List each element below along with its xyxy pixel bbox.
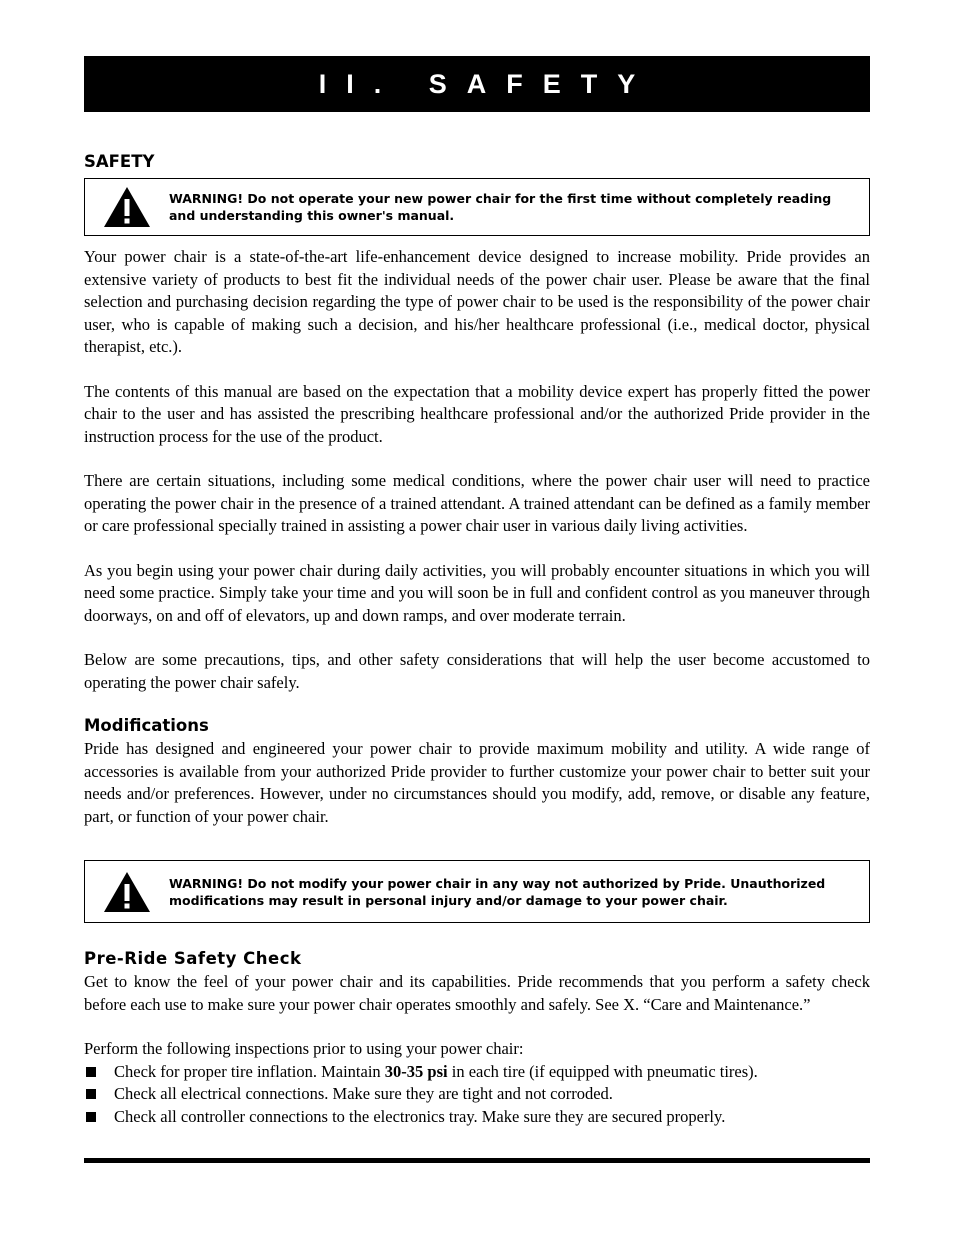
bullet-square-icon [86, 1089, 96, 1099]
chapter-banner [84, 56, 870, 112]
list-item: Check all electrical connections. Make sure they are tight and not corroded. [84, 1083, 870, 1106]
pre-ride-paragraph: Get to know the feel of your power chair and its capabilities. Pride recommends that you perform a safety check before each use to make sure your power chair operates smoothly and safely. See X. “Care and Maintenance.” [84, 972, 870, 1014]
manual-contents-paragraph: The contents of this manual are based on the expectation that a mobility device expert has properly fitted the power chair to the user and has assisted the prescribing healthcare professional and/or the authorized Pride provider in the instruction process for the use of the product. [84, 381, 870, 446]
precautions-paragraph: Below are some precautions, tips, and other safety considerations that will help the user become accustomed to operating the power chair safely. [84, 650, 870, 692]
bullet-square-icon [86, 1112, 96, 1122]
intro-paragraph: Your power chair is a state-of-the-art life-enhancement device designed to increase mobility. Pride provides an extensive variety of products to best fit the individual needs of the power chair user. Please be aware that the final selection and purchasing decision regarding the type of power chair to be used is the responsibility of the power chair user, who is capable of making such a decision, and his/her healthcare professional (i.e., medical doctor, physical therapist, etc.). [84, 247, 870, 356]
list-item: Check for proper tire inflation. Maintain 30-35 psi in each tire (if equipped with pneumatic tires). [84, 1061, 870, 1084]
inspection-list [84, 1061, 870, 1129]
practice-paragraph: As you begin using your power chair during daily activities, you will probably encounter situations in which you will need some practice. Simply take your time and you will soon be in full and confident control as you maneuver through doorways, on and off of elevators, up and down ramps, and over moderate terrain. [84, 560, 870, 625]
attendant-paragraph: There are certain situations, including some medical conditions, where the power chair user will need to practice operating the power chair in the presence of a trained attendant. A trained attendant can be defined as a family member or care professional specially trained in assisting a power chair user in various daily living activities. [84, 471, 870, 535]
warning-triangle-icon [85, 870, 169, 914]
warning-text-manual: WARNING! Do not operate your new power chair for the first time without completely reading and understanding this owner's manual. [169, 191, 832, 223]
warning-box-modifications [84, 860, 870, 923]
modifications-heading: Modifications [84, 716, 209, 735]
inspections-intro: Perform the following inspections prior to using your power chair: [84, 1039, 524, 1058]
warning-box-manual [84, 178, 870, 236]
bullet-square-icon [86, 1067, 96, 1077]
safety-heading: SAFETY [84, 152, 155, 171]
page-content [84, 150, 870, 1129]
warning-triangle-icon [85, 185, 169, 229]
chapter-title: II. SAFETY [318, 68, 656, 99]
warning-text-modifications: WARNING! Do not modify your power chair in any way not authorized by Pride. Unauthorized modifications may result in personal injury and/or damage to your power chair. [169, 875, 826, 908]
footer-rule [84, 1158, 870, 1163]
list-item: Check all controller connections to the electronics tray. Make sure they are secured properly. [84, 1106, 870, 1129]
modifications-paragraph: Pride has designed and engineered your power chair to provide maximum mobility and utility. A wide range of accessories is available from your authorized Pride provider to further customize your power chair to better suit your needs and/or preferences. However, under no circumstances should you modify, add, remove, or disable any feature, part, or function of your power chair. [84, 739, 870, 826]
pre-ride-heading: Pre-Ride Safety Check [84, 949, 302, 968]
tire-pressure-value: 30-35 psi [384, 1061, 448, 1081]
